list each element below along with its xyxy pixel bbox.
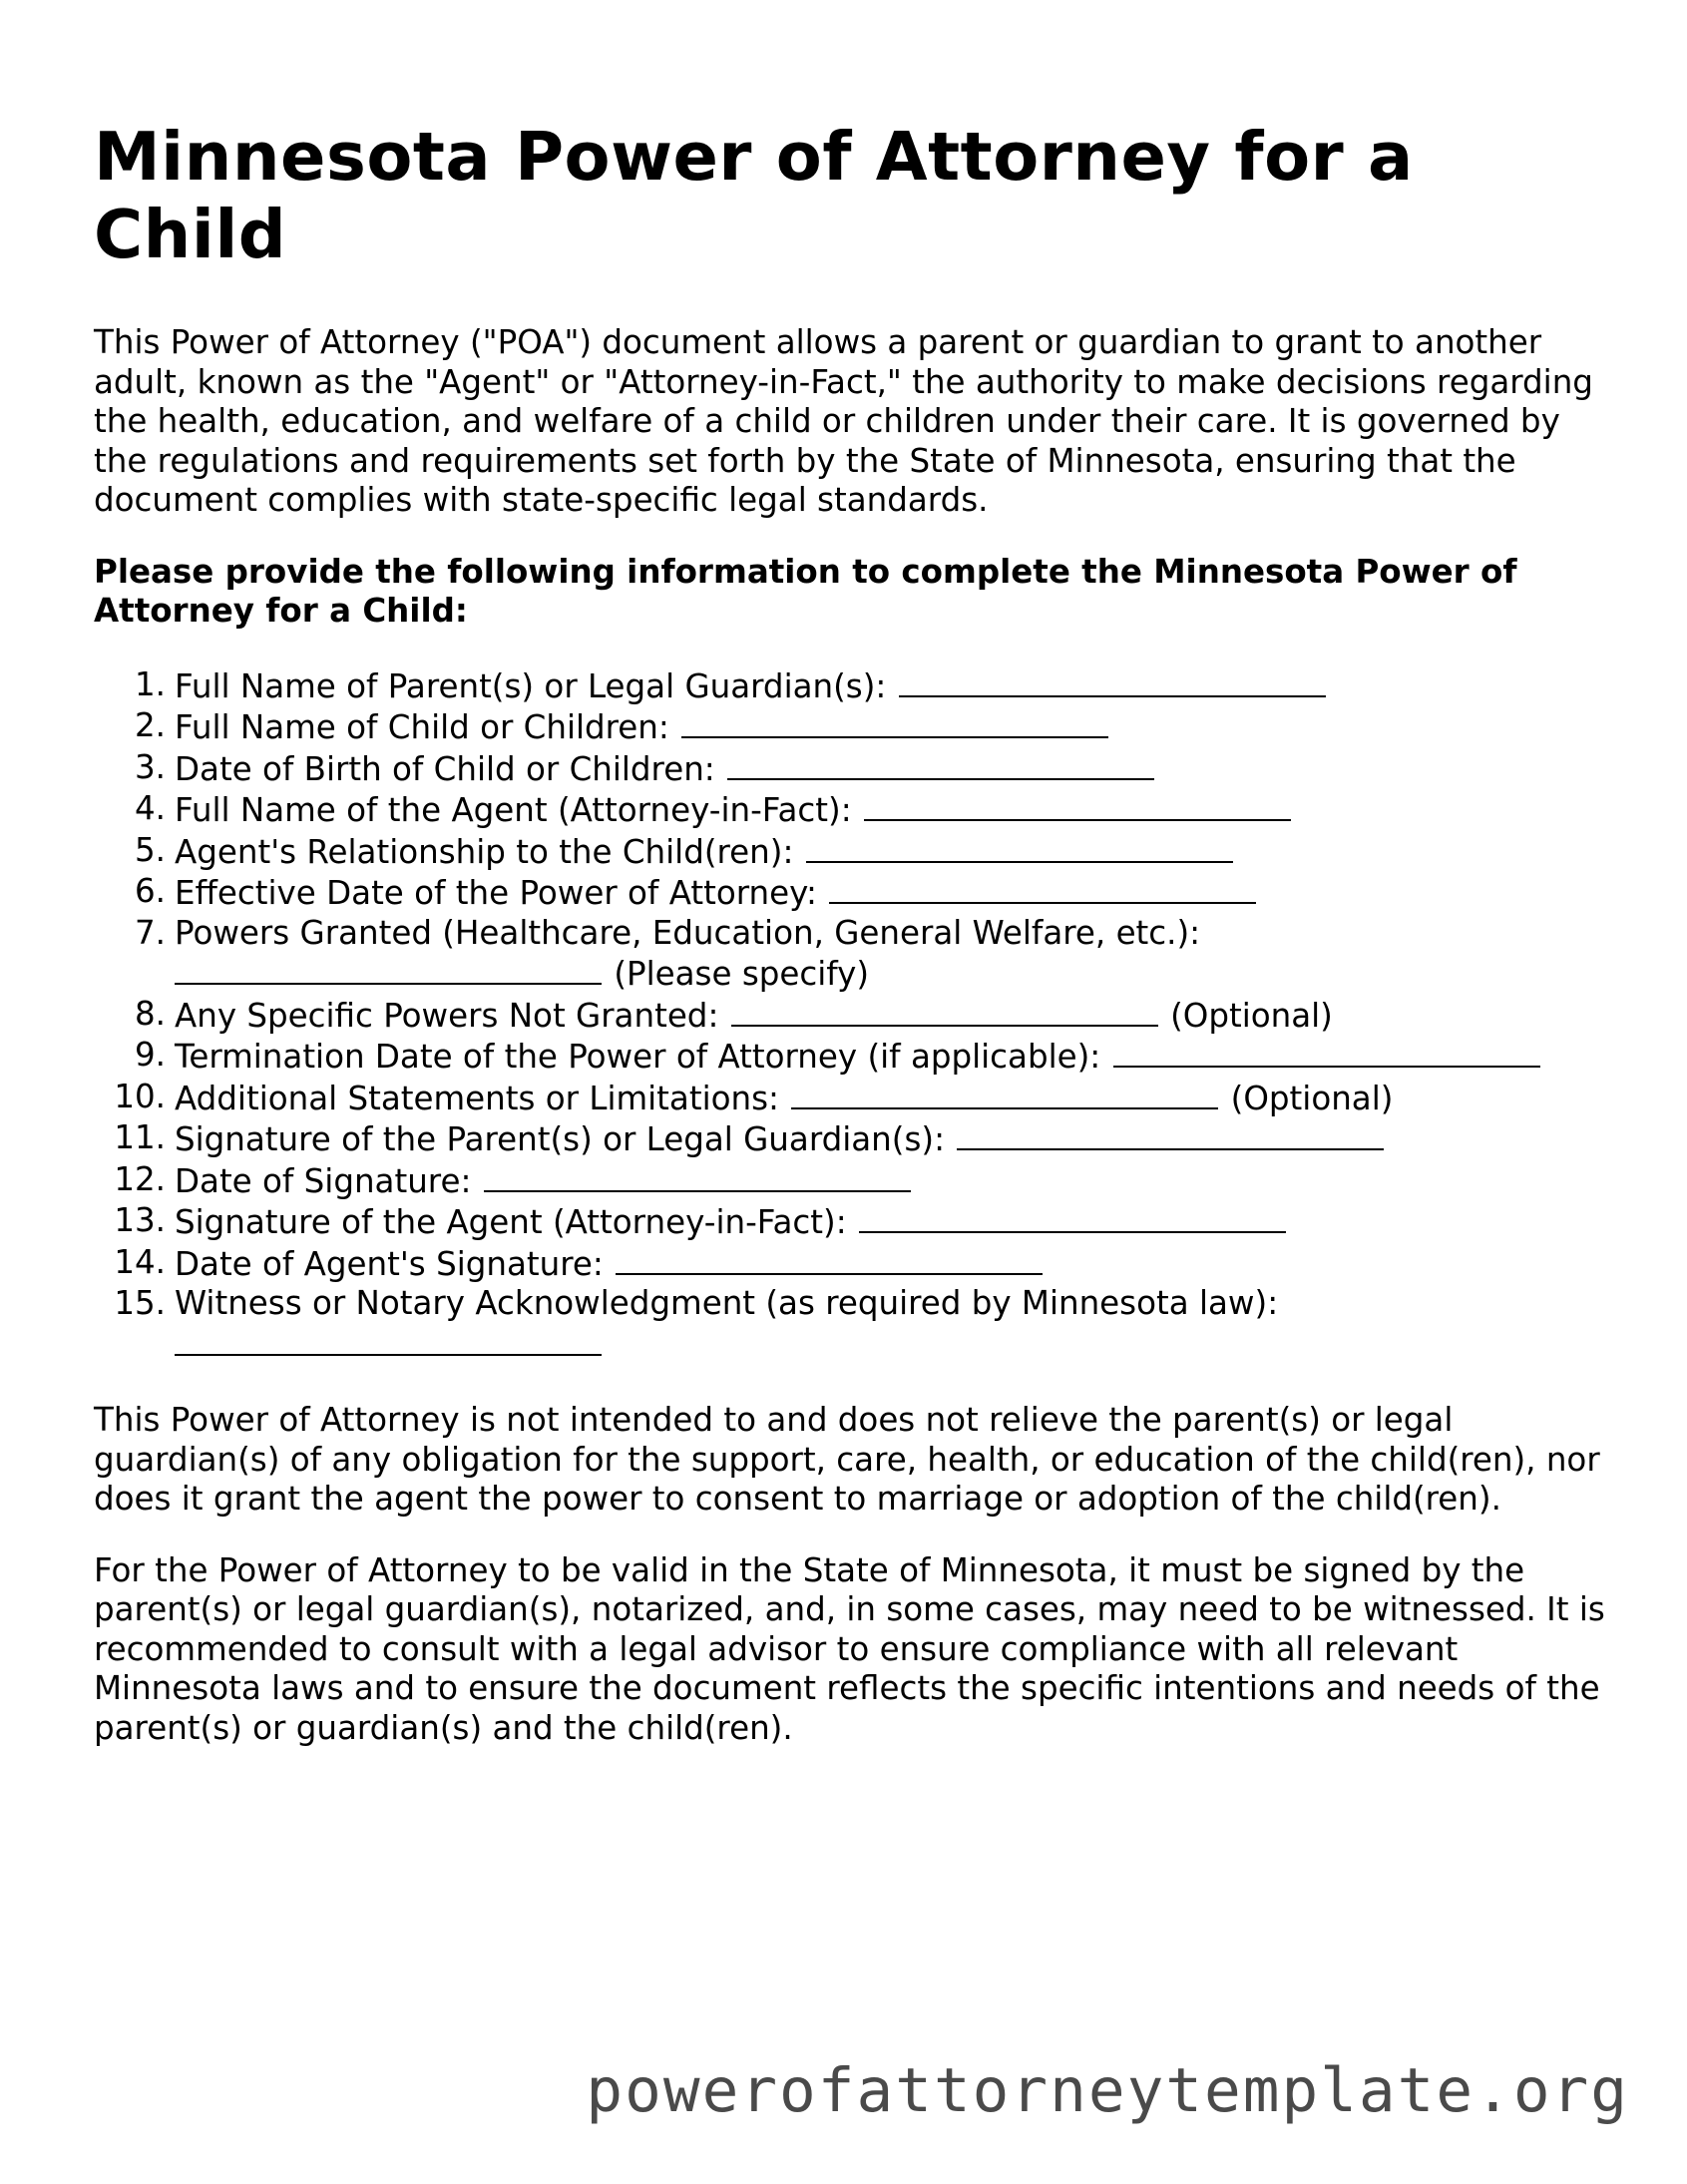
- field-item-3: [94, 748, 1610, 790]
- field-label: Full Name of Parent(s) or Legal Guardian(s):: [175, 666, 887, 705]
- field-suffix: (Please specify): [614, 955, 870, 993]
- field-label: Signature of the Agent (Attorney-in-Fact):: [175, 1203, 847, 1241]
- field-item-9: [94, 1036, 1610, 1078]
- fill-in-blank[interactable]: [899, 665, 1326, 697]
- disclaimer-paragraph: This Power of Attorney is not intended to and does not relieve the parent(s) or legal guardian(s) of any obligation for the support, care, health, or education of the child(ren), nor does it grant the agent the power to consent to marriage or adoption of the child(ren).: [94, 1401, 1600, 1518]
- field-item-1: [94, 665, 1610, 707]
- intro-paragraph: This Power of Attorney ("POA") document allows a parent or guardian to grant to another adult, known as the "Agent" or "Attorney-in-Fact," the authority to make decisions regarding the health, education, and welfare of a child or children under their care. It is governed by the regulations and requirements set forth by the State of Minnesota, ensuring that the document complies with state-specific legal standards.: [94, 323, 1593, 519]
- field-number: 11.: [114, 1118, 166, 1156]
- field-label: Witness or Notary Acknowledgment (as required by Minnesota law):: [175, 1284, 1279, 1322]
- field-label: Effective Date of the Power of Attorney:: [175, 874, 817, 912]
- fill-in-blank[interactable]: [864, 789, 1291, 821]
- field-label: Full Name of the Agent (Attorney-in-Fact):: [175, 791, 852, 829]
- field-label: Signature of the Parent(s) or Legal Guardian(s):: [175, 1120, 946, 1158]
- field-item-5: [94, 831, 1610, 873]
- field-number: 7.: [134, 913, 166, 952]
- fill-in-blank[interactable]: [829, 872, 1256, 904]
- field-label: Powers Granted (Healthcare, Education, General Welfare, etc.):: [175, 913, 1201, 952]
- fill-in-blank[interactable]: [791, 1078, 1218, 1109]
- field-number: 4.: [134, 789, 166, 827]
- field-suffix: (Optional): [1170, 996, 1333, 1035]
- field-number: 10.: [114, 1077, 166, 1115]
- fill-in-blank[interactable]: [859, 1201, 1286, 1233]
- field-item-11: [94, 1118, 1610, 1160]
- fill-in-blank[interactable]: [484, 1160, 911, 1192]
- field-number: 1.: [134, 664, 166, 703]
- field-number: 8.: [134, 994, 166, 1033]
- field-number: 14.: [114, 1242, 166, 1281]
- field-label: Date of Agent's Signature:: [175, 1244, 604, 1283]
- field-number: 5.: [134, 830, 166, 869]
- field-item-8: [94, 995, 1610, 1037]
- field-label: Date of Birth of Child or Children:: [175, 749, 715, 788]
- fill-in-blank[interactable]: [175, 953, 602, 985]
- field-item-7: [94, 914, 1610, 995]
- field-item-10: [94, 1078, 1610, 1119]
- field-number: 9.: [134, 1036, 166, 1074]
- field-number: 6.: [134, 872, 166, 910]
- field-item-15: [94, 1284, 1610, 1365]
- site-watermark: powerofattorneytemplate.org: [586, 2055, 1629, 2126]
- field-number: 3.: [134, 747, 166, 786]
- field-item-12: [94, 1160, 1610, 1202]
- field-label: Full Name of Child or Children:: [175, 708, 669, 746]
- field-suffix: (Optional): [1230, 1079, 1394, 1117]
- validity-paragraph: For the Power of Attorney to be valid in the State of Minnesota, it must be signed by the parent(s) or legal guardian(s), notarized, and, in some cases, may need to be witnessed. It is recommended to consult with a legal advisor to ensure compliance with all relevant Minnesota laws and to ensure the document reflects the specific intentions and needs of the parent(s) or guardian(s) and the child(ren).: [94, 1550, 1605, 1747]
- fill-in-blank[interactable]: [1113, 1036, 1540, 1068]
- field-item-6: [94, 872, 1610, 914]
- field-number: 2.: [134, 706, 166, 744]
- field-item-14: [94, 1243, 1610, 1285]
- fill-in-blank[interactable]: [175, 1324, 602, 1356]
- instructions-heading: Please provide the following information to complete the Minnesota Power of Attorney for a Child:: [94, 552, 1517, 630]
- fill-in-blank[interactable]: [957, 1118, 1384, 1150]
- field-label: Termination Date of the Power of Attorney (if applicable):: [175, 1038, 1101, 1076]
- fill-in-blank[interactable]: [681, 706, 1108, 738]
- fill-in-blank[interactable]: [727, 748, 1154, 780]
- field-number: 13.: [114, 1201, 166, 1239]
- field-label: Additional Statements or Limitations:: [175, 1079, 779, 1117]
- field-label: Any Specific Powers Not Granted:: [175, 996, 719, 1035]
- field-label: Date of Signature:: [175, 1161, 472, 1200]
- fill-in-blank[interactable]: [616, 1243, 1043, 1275]
- field-list: [94, 665, 1610, 1366]
- field-label: Agent's Relationship to the Child(ren):: [175, 832, 794, 871]
- field-item-4: [94, 789, 1610, 831]
- field-number: 15.: [114, 1284, 166, 1322]
- document-page: [94, 118, 1610, 1780]
- field-item-2: [94, 706, 1610, 748]
- fill-in-blank[interactable]: [731, 995, 1158, 1027]
- fill-in-blank[interactable]: [806, 831, 1233, 863]
- field-item-13: [94, 1201, 1610, 1243]
- document-title: Minnesota Power of Attorney for a Child: [94, 118, 1414, 273]
- field-number: 12.: [114, 1159, 166, 1198]
